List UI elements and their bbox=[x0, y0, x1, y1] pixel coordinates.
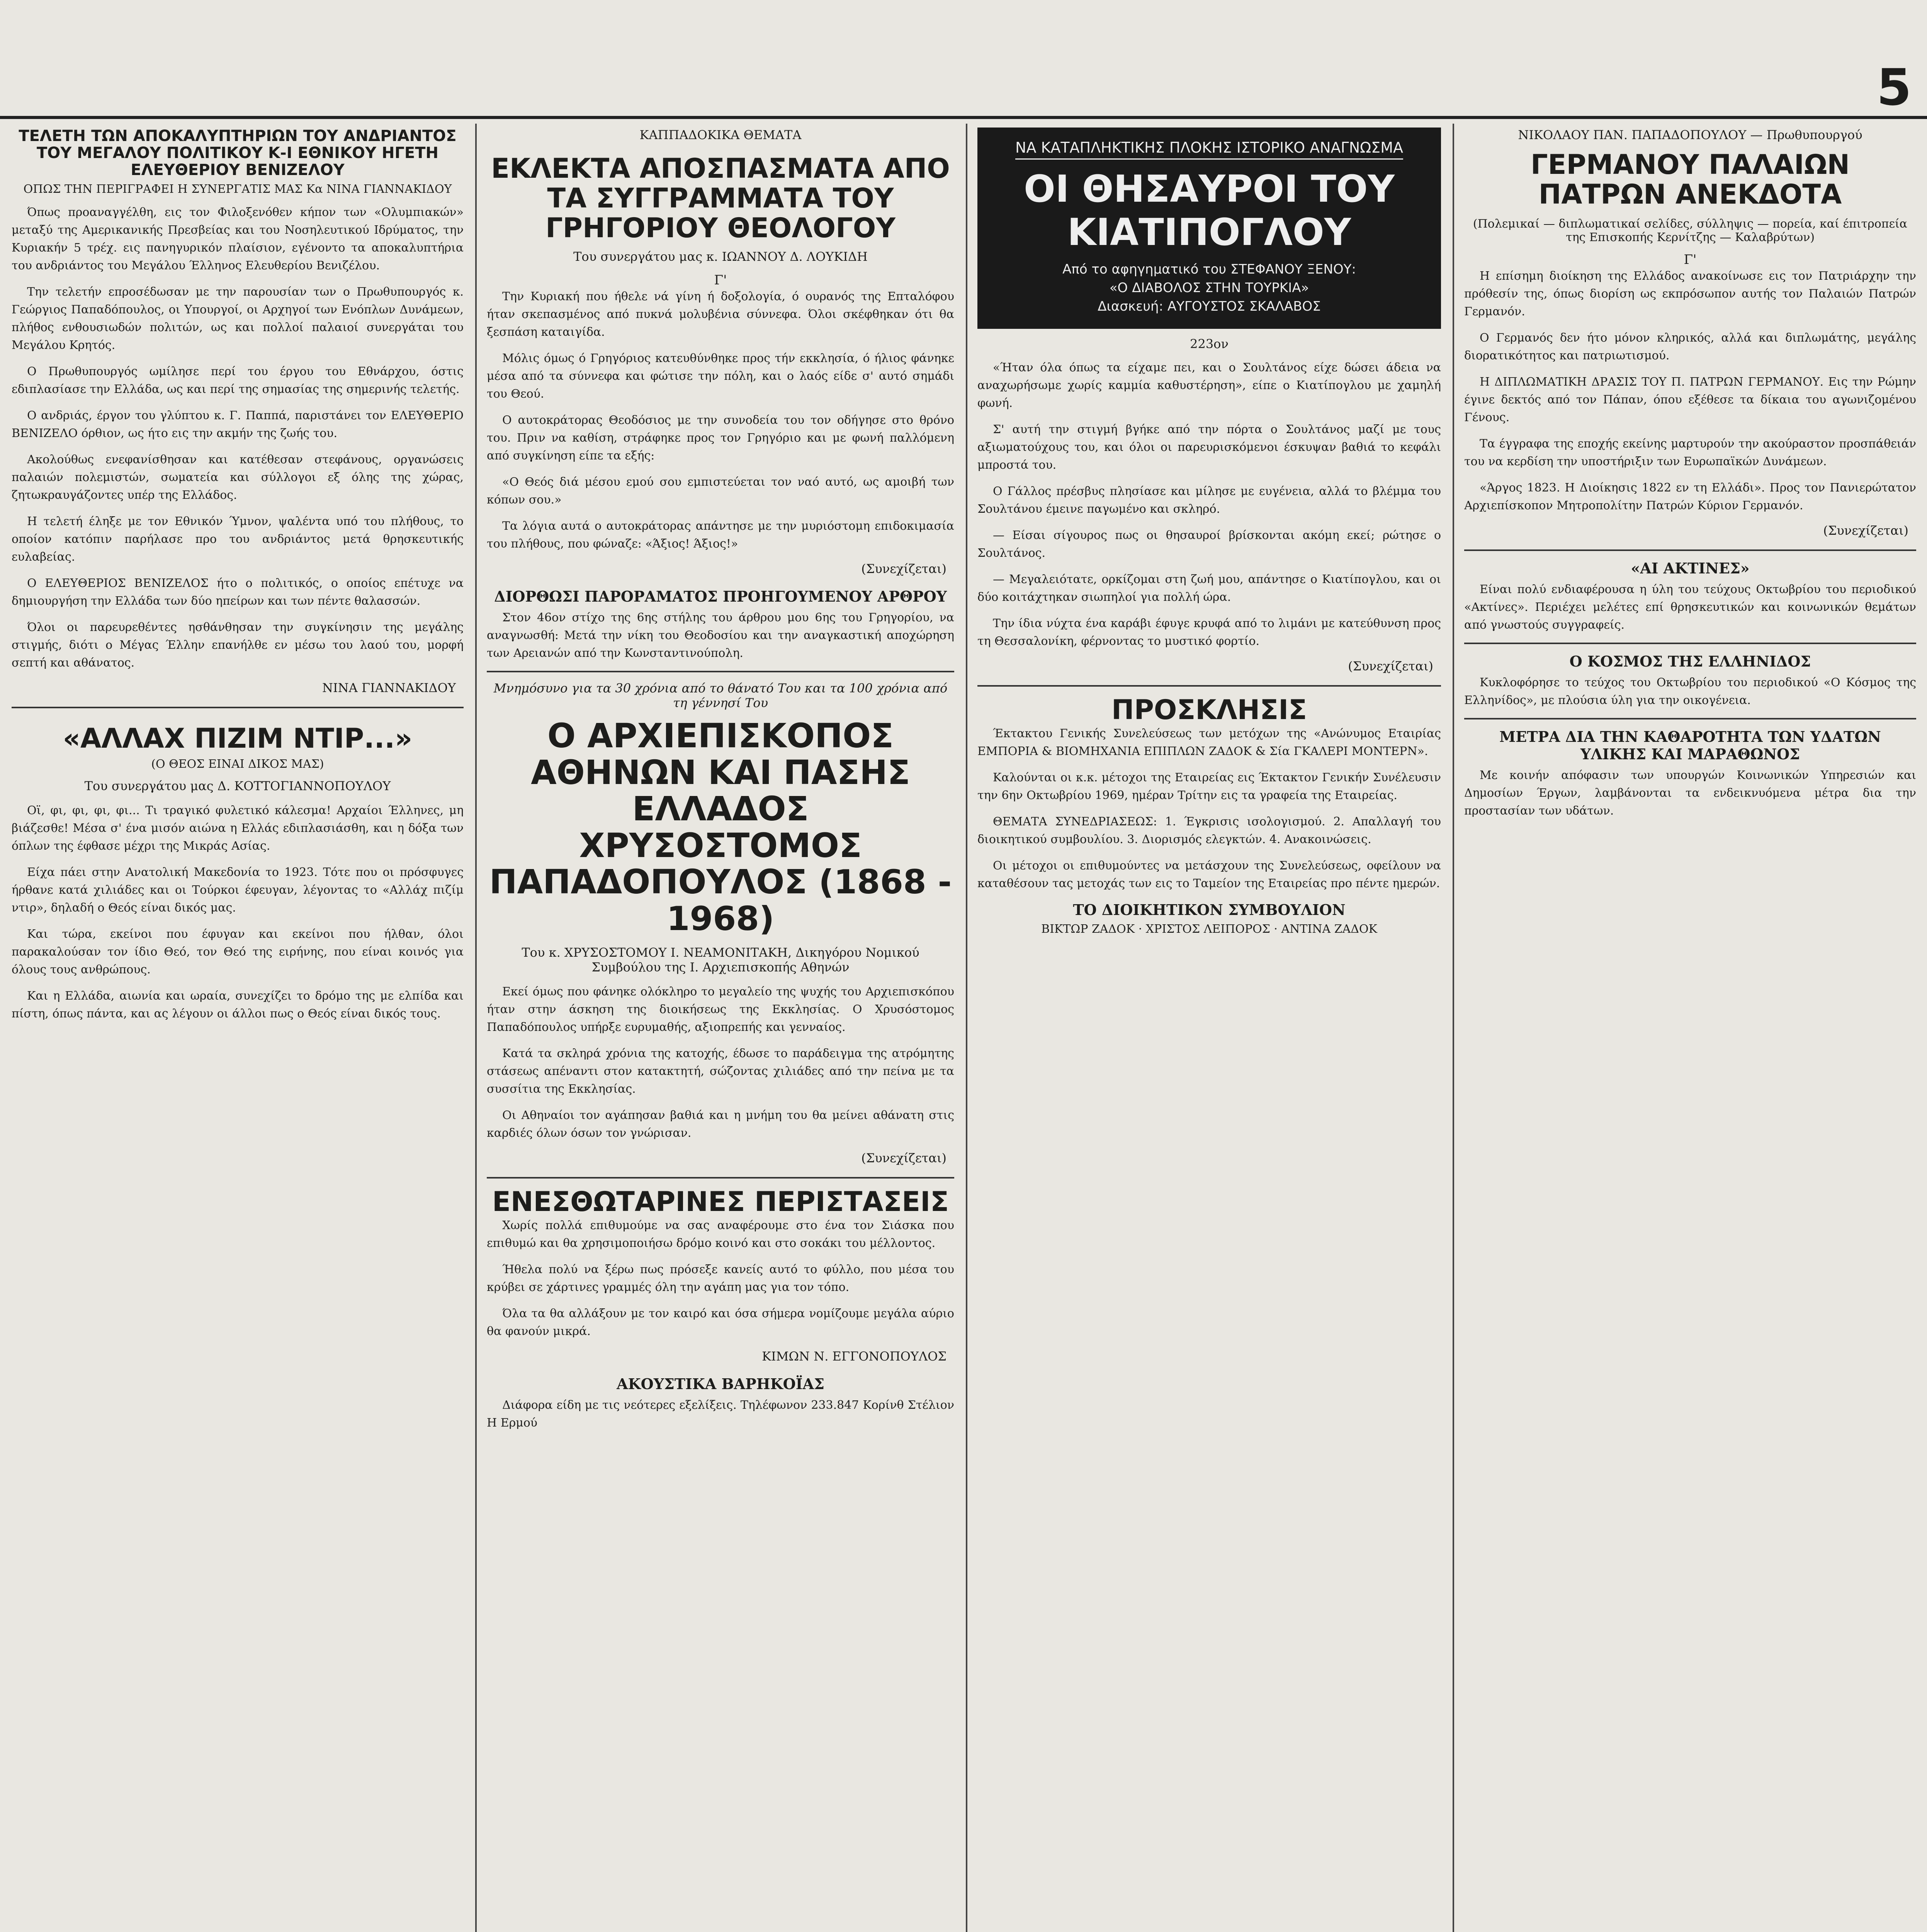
episode-number: 223ον bbox=[1190, 337, 1229, 351]
paragraph: Όλοι οι παρευρεθέντες ησθάνθησαν την συγκίνησιν της μεγάλης στιγμής, διότι ο Μέγας Έλλην επανήλθε εν μέσω του λαού του, μορφή σεπτή και αθάνατος. bbox=[12, 621, 464, 670]
divider bbox=[12, 707, 464, 708]
top-rule bbox=[0, 116, 1927, 119]
divider bbox=[487, 1177, 954, 1179]
serial-kicker: ΝΑ ΚΑΤΑΠΛΗΚΤΙΚΗΣ ΠΛΟΚΗΣ ΙΣΤΟΡΙΚΟ ΑΝΑΓΝΩΣΜΑ bbox=[1015, 139, 1403, 160]
headline-advice: ΕΝΕΣΘΩΤΑΡΙΝΕΣ ΠΕΡΙΣΤΑΣΕΙΣ bbox=[492, 1185, 949, 1218]
subhead-germanos: (Πολεμικαί — διπλωματικαί σελίδες, σύλληψις — πορεία, καί έπιτροπεία της Επισκοπής Κερνίτζης — Καλαβρύτων) bbox=[1473, 217, 1908, 244]
headline-allah: «ΑΛΛΑΧ ΠΙΖΙΜ ΝΤΙΡ...» bbox=[63, 723, 413, 754]
paragraph: Όλα τα θα αλλάξουν με τον καιρό και όσα σήμερα νομίζουμε μεγάλα αύριο θα φανούν μικρά. bbox=[487, 1306, 954, 1338]
paragraph: Την ίδια νύχτα ένα καράβι έφυγε κρυφά από το λιμάνι με κατεύθυνση προς τη Θεσσαλονίκη, φέρνοντας το μυστικό φορτίο. bbox=[977, 617, 1441, 648]
serial-subtitle: «Ο ΔΙΑΒΟΛΟΣ ΣΤΗΝ ΤΟΥΡΚΙΑ» bbox=[1109, 280, 1309, 296]
paragraph: — Είσαι σίγουρος πως οι θησαυροί βρίσκονται ακόμη εκεί; ρώτησε ο Σουλτάνος. bbox=[977, 529, 1441, 560]
article-germanos bbox=[1464, 267, 1916, 515]
paragraph: Τα λόγια αυτά ο αυτοκράτορας απάντησε με την μυριόστομη επιδοκιμασία του πλήθους, που φώναζε: «Άξιος! Άξιος!» bbox=[487, 519, 954, 551]
paragraph: Τα έγγραφα της εποχής εκείνης μαρτυρούν την ακούραστον προσπάθειάν του να κερδίση την υποστήριξιν των Ευρωπαϊκών Δυνάμεων. bbox=[1464, 437, 1916, 468]
paragraph: Έκτακτου Γενικής Συνελεύσεως των μετόχων της «Ανώνυμος Εταιρίας ΕΜΠΟΡΙΑ & ΒΙΟΜΗΧΑΝΙΑ ΕΠΙΠΛΩΝ ΖΑΔΟΚ & Σία ΓΚΑΛΕΡΙ ΜΟΝΤΕΡΝ». bbox=[977, 727, 1441, 758]
paragraph: Ο Γερμανός δεν ήτο μόνον κληρικός, αλλά και διπλωμάτης, μεγάλης διορατικότητος και πατριωτισμού. bbox=[1464, 331, 1916, 362]
paragraph: Και τώρα, εκείνοι που έφυγαν και εκείνοι που ήλθαν, όλοι παρακαλούσαν τον ίδιο Θεό, τον Θεό της ειρήνης, που είναι κοινός για όλους τους ανθρώπους. bbox=[12, 927, 464, 976]
paragraph: Κατά τα σκληρά χρόνια της κατοχής, έδωσε το παράδειγμα της ατρόμητης στάσεως απέναντι στον κατακτητή, σώζοντας χιλιάδες από την πείνα με τα συσσίτια της Εκκλησίας. bbox=[487, 1046, 954, 1096]
divider bbox=[1464, 549, 1916, 551]
subhead-allah: (Ο ΘΕΟΣ ΕΙΝΑΙ ΔΙΚΟΣ ΜΑΣ) bbox=[151, 757, 324, 771]
paragraph: Ο Γάλλος πρέσβυς πλησίασε και μίλησε με ευγένεια, αλλά το βλέμμα του Σουλτάνου έμεινε παγωμένο και σκληρό. bbox=[977, 485, 1441, 516]
byline-archbishop: Του κ. ΧΡΥΣΟΣΤΟΜΟΥ Ι. ΝΕΑΜΟΝΙΤΑΚΗ, Δικηγόρου Νομικού Συμβούλου της Ι. Αρχιεπισκοπής Αθηνών bbox=[522, 945, 919, 975]
paragraph: Και η Ελλάδα, αιωνία και ωραία, συνεχίζει το δρόμο της με ελπίδα και πίστη, όπως πάντα, και ας λέγουν οι άλλοι πως ο Θεός είναι δικός τους. bbox=[12, 989, 464, 1020]
paragraph: Οι Αθηναίοι τον αγάπησαν βαθιά και η μνήμη του θα μείνει αθάνατη στις καρδιές όλων όσων τον γνώρισαν. bbox=[487, 1108, 954, 1140]
column-divider bbox=[1453, 124, 1454, 1932]
column-divider bbox=[475, 124, 477, 1932]
article-serial bbox=[977, 359, 1441, 650]
notice-body bbox=[977, 725, 1441, 893]
byline-gregory: Του συνεργάτου μας κ. ΙΩΑΝΝΟΥ Δ. ΛΟΥΚΙΔΗ bbox=[573, 249, 868, 264]
ad-text: Διάφορα είδη με τις νεότερες εξελίξεις. Τηλέφωνον 233.847 Κορίνθ Στέλιον Η Ερμού bbox=[487, 1398, 954, 1430]
paragraph: Ακολούθως ενεφανίσθησαν και κατέθεσαν στεφάνους, οργανώσεις παλαιών πολεμιστών, σωματεία και σύλλογοι εξ όλης της χώρας, ζητωκραυγάζοντες υπέρ της Ελλάδος. bbox=[12, 453, 464, 502]
subhead-venizelos: ΟΠΩΣ ΤΗΝ ΠΕΡΙΓΡΑΦΕΙ Η ΣΥΝΕΡΓΑΤΙΣ ΜΑΣ Κα ΝΙΝΑ ΓΙΑΝΝΑΚΙΔΟΥ bbox=[23, 182, 452, 196]
paragraph: «Ο Θεός διά μέσου εμού σου εμπιστεύεται τον ναό αυτό, ως αμοιβή των κόπων σου.» bbox=[487, 475, 954, 507]
section-number: Γ' bbox=[1684, 252, 1697, 267]
headline-venizelos: ΤΕΛΕΤΗ ΤΩΝ ΑΠΟΚΑΛΥΠΤΗΡΙΩΝ ΤΟΥ ΑΝΔΡΙΑΝΤΟΣ ΤΟΥ ΜΕΓΑΛΟΥ ΠΟΛΙΤΙΚΟΥ Κ-Ι ΕΘΝΙΚΟΥ ΗΓΕΤΗ ΕΛΕΥΘΕΡΙΟΥ ΒΕΝΙΖΕΛΟΥ bbox=[19, 128, 457, 179]
divider bbox=[1464, 643, 1916, 644]
kicker: ΚΑΠΠΑΔΟΚΙΚΑ ΘΕΜΑΤΑ bbox=[639, 128, 802, 142]
paragraph: Καλούνται οι κ.κ. μέτοχοι της Εταιρείας εις Έκτακτον Γενικήν Συνέλευσιν την 6ην Οκτωβρίου 1969, ημέραν Τρίτην εις τα γραφεία της Εταιρείας. bbox=[977, 771, 1441, 802]
notice-signature-names: ΒΙΚΤΩΡ ΖΑΔΟΚ · ΧΡΙΣΤΟΣ ΛΕΙΠΟΡΟΣ · ΑΝΤΙΝΑ ΖΑΔΟΚ bbox=[1041, 922, 1377, 936]
headline-gregory: ΕΚΛΕΚΤΑ ΑΠΟΣΠΑΣΜΑΤΑ ΑΠΟ ΤΑ ΣΥΓΓΡΑΜΜΑΤΑ ΤΟΥ ΓΡΗΓΟΡΙΟΥ ΘΕΟΛΟΓΟΥ bbox=[491, 153, 950, 244]
headline-germanos: ΓΕΡΜΑΝΟΥ ΠΑΛΑΙΩΝ ΠΑΤΡΩΝ ΑΝΕΚΔΟΤΑ bbox=[1531, 149, 1850, 210]
paragraph: Μόλις όμως ό Γρηγόριος κατευθύνθηκε προς τήν εκκλησία, ό ήλιος φάνηκε μέσα από τα σύννεφα και φώτισε την πόλη, και ο λαός είδε σ' αυτό σημάδι του Θεού. bbox=[487, 352, 954, 401]
paragraph: Όπως προαναγγέλθη, εις τον Φιλοξενόθεν κήπον των «Ολυμπιακών» μεταξύ της Αμερικανικής Πρεσβείας και του Νοσηλευτικού Ιδρύματος, την Κυριακήν 5 τρέχ. εις πανηγυρικόν πλαίσιον, εγένοντο τα αποκαλυπτήρια του ανδριάντος του Μεγάλου Έλληνος Ελευθερίου Βενιζέλου. bbox=[12, 206, 464, 272]
serial-title: ΟΙ ΘΗΣΑΥΡΟΙ ΤΟΥ ΚΙΑΤΙΠΟΓΛΟΥ bbox=[1024, 167, 1395, 254]
paragraph: Ο Πρωθυπουργός ωμίλησε περί του έργου του Εθνάρχου, όστις εδιπλασίασε την Ελλάδα, ως και περί της σημασίας της σημερινής τελετής. bbox=[12, 365, 464, 396]
continued-note: (Συνεχίζεται) bbox=[1823, 523, 1908, 538]
paragraph: Ο ΕΛΕΥΘΕΡΙΟΣ ΒΕΝΙΖΕΛΟΣ ήτο ο πολιτικός, ο οποίος επέτυχε να δημιουργήση την Ελλάδα των δύο ηπείρων και των πέντε θαλασσών. bbox=[12, 577, 464, 608]
article-allah bbox=[12, 802, 464, 1023]
paragraph: ΘΕΜΑΤΑ ΣΥΝΕΔΡΙΑΣΕΩΣ: 1. Έγκρισις ισολογισμού. 2. Απαλλαγή του διοικητικού συμβουλίου. 3. Διορισμός ελεγκτών. 4. Ανακοινώσεις. bbox=[977, 815, 1441, 846]
paragraph: Ο αυτοκράτορας Θεοδόσιος με την συνοδεία του τον οδήγησε στο θρόνο του. Πριν να καθίση, στράφηκε προς τον Γρηγόριο και με φωνή παλλόμενη από συγκίνηση είπε τα εξής: bbox=[487, 413, 954, 463]
divider bbox=[1464, 718, 1916, 719]
divider bbox=[977, 685, 1441, 687]
column-4 bbox=[1464, 128, 1916, 1932]
paragraph: Εκεί όμως που φάνηκε ολόκληρο το μεγαλείο της ψυχής του Αρχιεπισκόπου ήταν στην άσκηση της διοικήσεως της Εκκλησίας. Ο Χρυσόστομος Παπαδόπουλος υπήρξε ευρυμαθής, αξιοπρεπής και γενναίος. bbox=[487, 985, 954, 1034]
paragraph: — Μεγαλειότατε, ορκίζομαι στη ζωή μου, απάντησε ο Κιατίπογλου, και οι δύο κοιτάχτηκαν σιωπηλοί για πολλή ώρα. bbox=[977, 573, 1441, 604]
page-number: 5 bbox=[1876, 58, 1912, 117]
correction-title: ΔΙΟΡΘΩΣΙ ΠΑΡΟΡΑΜΑΤΟΣ ΠΡΟΗΓΟΥΜΕΝΟΥ ΑΡΘΡΟΥ bbox=[494, 588, 947, 605]
column-3 bbox=[977, 128, 1441, 1932]
measures-title: ΜΕΤΡΑ ΔΙΑ ΤΗΝ ΚΑΘΑΡΟΤΗΤΑ ΤΩΝ ΥΔΑΤΩΝ ΥΛΙΚΗΣ ΚΑΙ ΜΑΡΑΘΩΝΟΣ bbox=[1499, 728, 1881, 763]
paragraph: Ήθελα πολύ να ξέρω πως πρόσεξε κανείς αυτό το φύλλο, που μέσα του κρύβει σε χάρτινες γραμμές όλη την αγάπη μας για τον τόπο. bbox=[487, 1262, 954, 1294]
paragraph: Είχα πάει στην Ανατολική Μακεδονία το 1923. Τότε που οι πρόσφυγες ήρθανε κατά χιλιάδες και οι Τούρκοι έφευγαν, λέγοντας το «Αλλάχ πιζίμ ντιρ», δηλαδή ο Θεός είναι δικός μας. bbox=[12, 866, 464, 915]
continued-note: (Συνεχίζεται) bbox=[1348, 659, 1433, 673]
aktines-text: Είναι πολύ ενδιαφέρουσα η ύλη του τεύχους Οκτωβρίου του περιοδικού «Ακτίνες». Περιέχει μελέτες επί θρησκευτικών και κοινωνικών θεμάτων από γνωστούς συγγραφείς. bbox=[1464, 583, 1916, 632]
measures-text: Με κοινήν απόφασιν των υπουργών Κοινωνικών Υπηρεσιών και Δημοσίων Έργων, λαμβάνονται τα ενδεικνυόμενα μέτρα δια την προστασίαν των υδάτων. bbox=[1464, 769, 1916, 818]
paragraph: Ο ανδριάς, έργον του γλύπτου κ. Γ. Παππά, παριστάνει τον ΕΛΕΥΘΕΡΙΟ ΒΕΝΙΖΕΛΟ όρθιον, ως ήτο εις την ακμήν της ζωής του. bbox=[12, 409, 464, 440]
paragraph: Οϊ, φι, φι, φι, φι... Τι τραγικό φυλετικό κάλεσμα! Αρχαίοι Έλληνες, μη βιάζεσθε! Μέσα σ' ένα μισόν αιώνα η Ελλάς εδιπλασιάσθη, και η δόξα των όπλων της έφθασε μέχρι της Μικράς Ασίας. bbox=[12, 804, 464, 853]
article-gregory bbox=[487, 288, 954, 553]
column-divider bbox=[966, 124, 967, 1932]
paragraph: Την τελετήν επροσέδωσαν με την παρουσίαν των ο Πρωθυπουργός κ. Γεώργιος Παπαδόπουλος, οι Υπουργοί, οι Αρχηγοί των Ενόπλων Δυνάμεων, πλήθος ενθουσιωδών πολιτών, ως και πολλοί παλαιοί συνεργάται του Μεγάλου Κρητός. bbox=[12, 285, 464, 352]
correction-text: Στον 46ον στίχο της 6ης στήλης του άρθρου μου 6ης του Γρηγορίου, να αναγνωσθή: Μετά την νίκη του Θεοδοσίου και την αναγκαστική αποχώρηση των Αρειανών από την Κωνσταντινούπολη. bbox=[487, 611, 954, 660]
column-1 bbox=[12, 128, 464, 1932]
signature: ΚΙΜΩΝ Ν. ΕΓΓΟΝΟΠΟΥΛΟΣ bbox=[762, 1349, 947, 1364]
column-2 bbox=[487, 128, 954, 1932]
paragraph: Σ' αυτή την στιγμή βγήκε από την πόρτα ο Σουλτάνος μαζί με τους αξιωματούχους του, και όλοι οι παρευρισκόμενοι έσκυψαν βαθιά το κεφάλι μπροστά του. bbox=[977, 423, 1441, 472]
byline-allah: Του συνεργάτου μας Δ. ΚΟΤΤΟΓΙΑΝΝΟΠΟΥΛΟΥ bbox=[84, 779, 391, 793]
article-venizelos bbox=[12, 204, 464, 672]
paragraph: Χωρίς πολλά επιθυμούμε να σας αναφέρουμε στο ένα τον Σιάσκα που επιθυμώ και θα χρησιμοποιήσω δρόμο κοινό και στο σοκάκι του μέλλοντος. bbox=[487, 1218, 954, 1250]
kosmos-title: Ο ΚΟΣΜΟΣ ΤΗΣ ΕΛΛΗΝΙΔΟΣ bbox=[1569, 653, 1811, 670]
byline-top: ΝΙΚΟΛΑΟΥ ΠΑΝ. ΠΑΠΑΔΟΠΟΥΛΟΥ — Πρωθυπουργού bbox=[1518, 128, 1862, 142]
notice-title: ΠΡΟΣΚΛΗΣΙΣ bbox=[1111, 694, 1307, 726]
continued-note: (Συνεχίζεται) bbox=[861, 561, 947, 576]
paragraph: Οι μέτοχοι οι επιθυμούντες να μετάσχουν της Συνελεύσεως, οφείλουν να καταθέσουν τας μετοχάς των εις το Ταμείον της Εταιρείας προ πέντε ημερών. bbox=[977, 859, 1441, 890]
signature: ΝΙΝΑ ΓΙΑΝΝΑΚΙΔΟΥ bbox=[322, 680, 456, 695]
continued-note: (Συνεχίζεται) bbox=[861, 1150, 947, 1165]
paragraph: «Άργος 1823. Η Διοίκησις 1822 εν τη Ελλάδι». Προς τον Πανιερώτατον Αρχιεπίσκοπον Μητροπολίτην Πατρών Κύριον Γερμανόν. bbox=[1464, 481, 1916, 512]
paragraph: «Ήταν όλα όπως τα είχαμε πει, και ο Σουλτάνος είχε δώσει άδεια να αναχωρήσωμε χωρίς καμμία καθυστέρηση», είπε ο Κιατίπογλου με χαμηλή φωνή. bbox=[977, 361, 1441, 410]
serial-source: Από το αφηγηματικό του ΣΤΕΦΑΝΟΥ ΞΕΝΟΥ: bbox=[1062, 262, 1356, 277]
ad-title: ΑΚΟΥΣΤΙΚΑ ΒΑΡΗΚΟΪΑΣ bbox=[617, 1375, 824, 1393]
aktines-title: «ΑΙ ΑΚΤΙΝΕΣ» bbox=[1631, 560, 1750, 577]
notice-signature-title: ΤΟ ΔΙΟΙΚΗΤΙΚΟΝ ΣΥΜΒΟΥΛΙΟΝ bbox=[1073, 901, 1346, 918]
divider bbox=[487, 671, 954, 672]
serial-adapter: Διασκευή: ΑΥΓΟΥΣΤΟΣ ΣΚΑΛΑΒΟΣ bbox=[1098, 299, 1321, 314]
kosmos-text: Κυκλοφόρησε το τεύχος του Οκτωβρίου του περιοδικού «Ο Κόσμος της Ελληνίδος», με πλούσια ύλη για την οικογένεια. bbox=[1464, 676, 1916, 707]
paragraph: Η ΔΙΠΛΩΜΑΤΙΚΗ ΔΡΑΣΙΣ ΤΟΥ Π. ΠΑΤΡΩΝ ΓΕΡΜΑΝΟΥ. Εις την Ρώμην έγινε δεκτός από τον Πάπαν, όπου εξέθεσε τα δίκαια του αγωνιζομένου Γένους. bbox=[1464, 375, 1916, 424]
serial-banner bbox=[977, 128, 1441, 329]
paragraph: Η τελετή έληξε με τον Εθνικόν Ύμνον, ψαλέντα υπό του πλήθους, το οποίον κατόπιν παρήλασε προ του ανδριάντος μετά θρησκευτικής ευλαβείας. bbox=[12, 515, 464, 564]
paragraph: Την Κυριακή που ήθελε νά γίνη ή δοξολογία, ό ουρανός της Επταλόφου ήταν σκεπασμένος από πυκνά μολυβένια σύννεφα. Όλοι σκέφθηκαν ότι θα ξεσπάση καταιγίδα. bbox=[487, 290, 954, 339]
paragraph: Η επίσημη διοίκηση της Ελλάδος ανακοίνωσε εις τον Πατριάρχην την πρόθεσίν της, όπως διορίση ως εκπρόσωπον αυτής τον Παλαιών Πατρών Γερμανόν. bbox=[1464, 269, 1916, 318]
article-advice bbox=[487, 1217, 954, 1340]
memorial-kicker: Μνημόσυνο για τα 30 χρόνια από το θάνατό Του και τα 100 χρόνια από τη γέννησί Του bbox=[493, 681, 948, 710]
article-archbishop bbox=[487, 983, 954, 1142]
section-number: Γ' bbox=[714, 272, 727, 288]
headline-archbishop: Ο ΑΡΧΙΕΠΙΣΚΟΠΟΣ ΑΘΗΝΩΝ ΚΑΙ ΠΑΣΗΣ ΕΛΛΑΔΟΣ ΧΡΥΣΟΣΤΟΜΟΣ ΠΑΠΑΔΟΠΟΥΛΟΣ (1868 - 1968) bbox=[489, 717, 952, 938]
